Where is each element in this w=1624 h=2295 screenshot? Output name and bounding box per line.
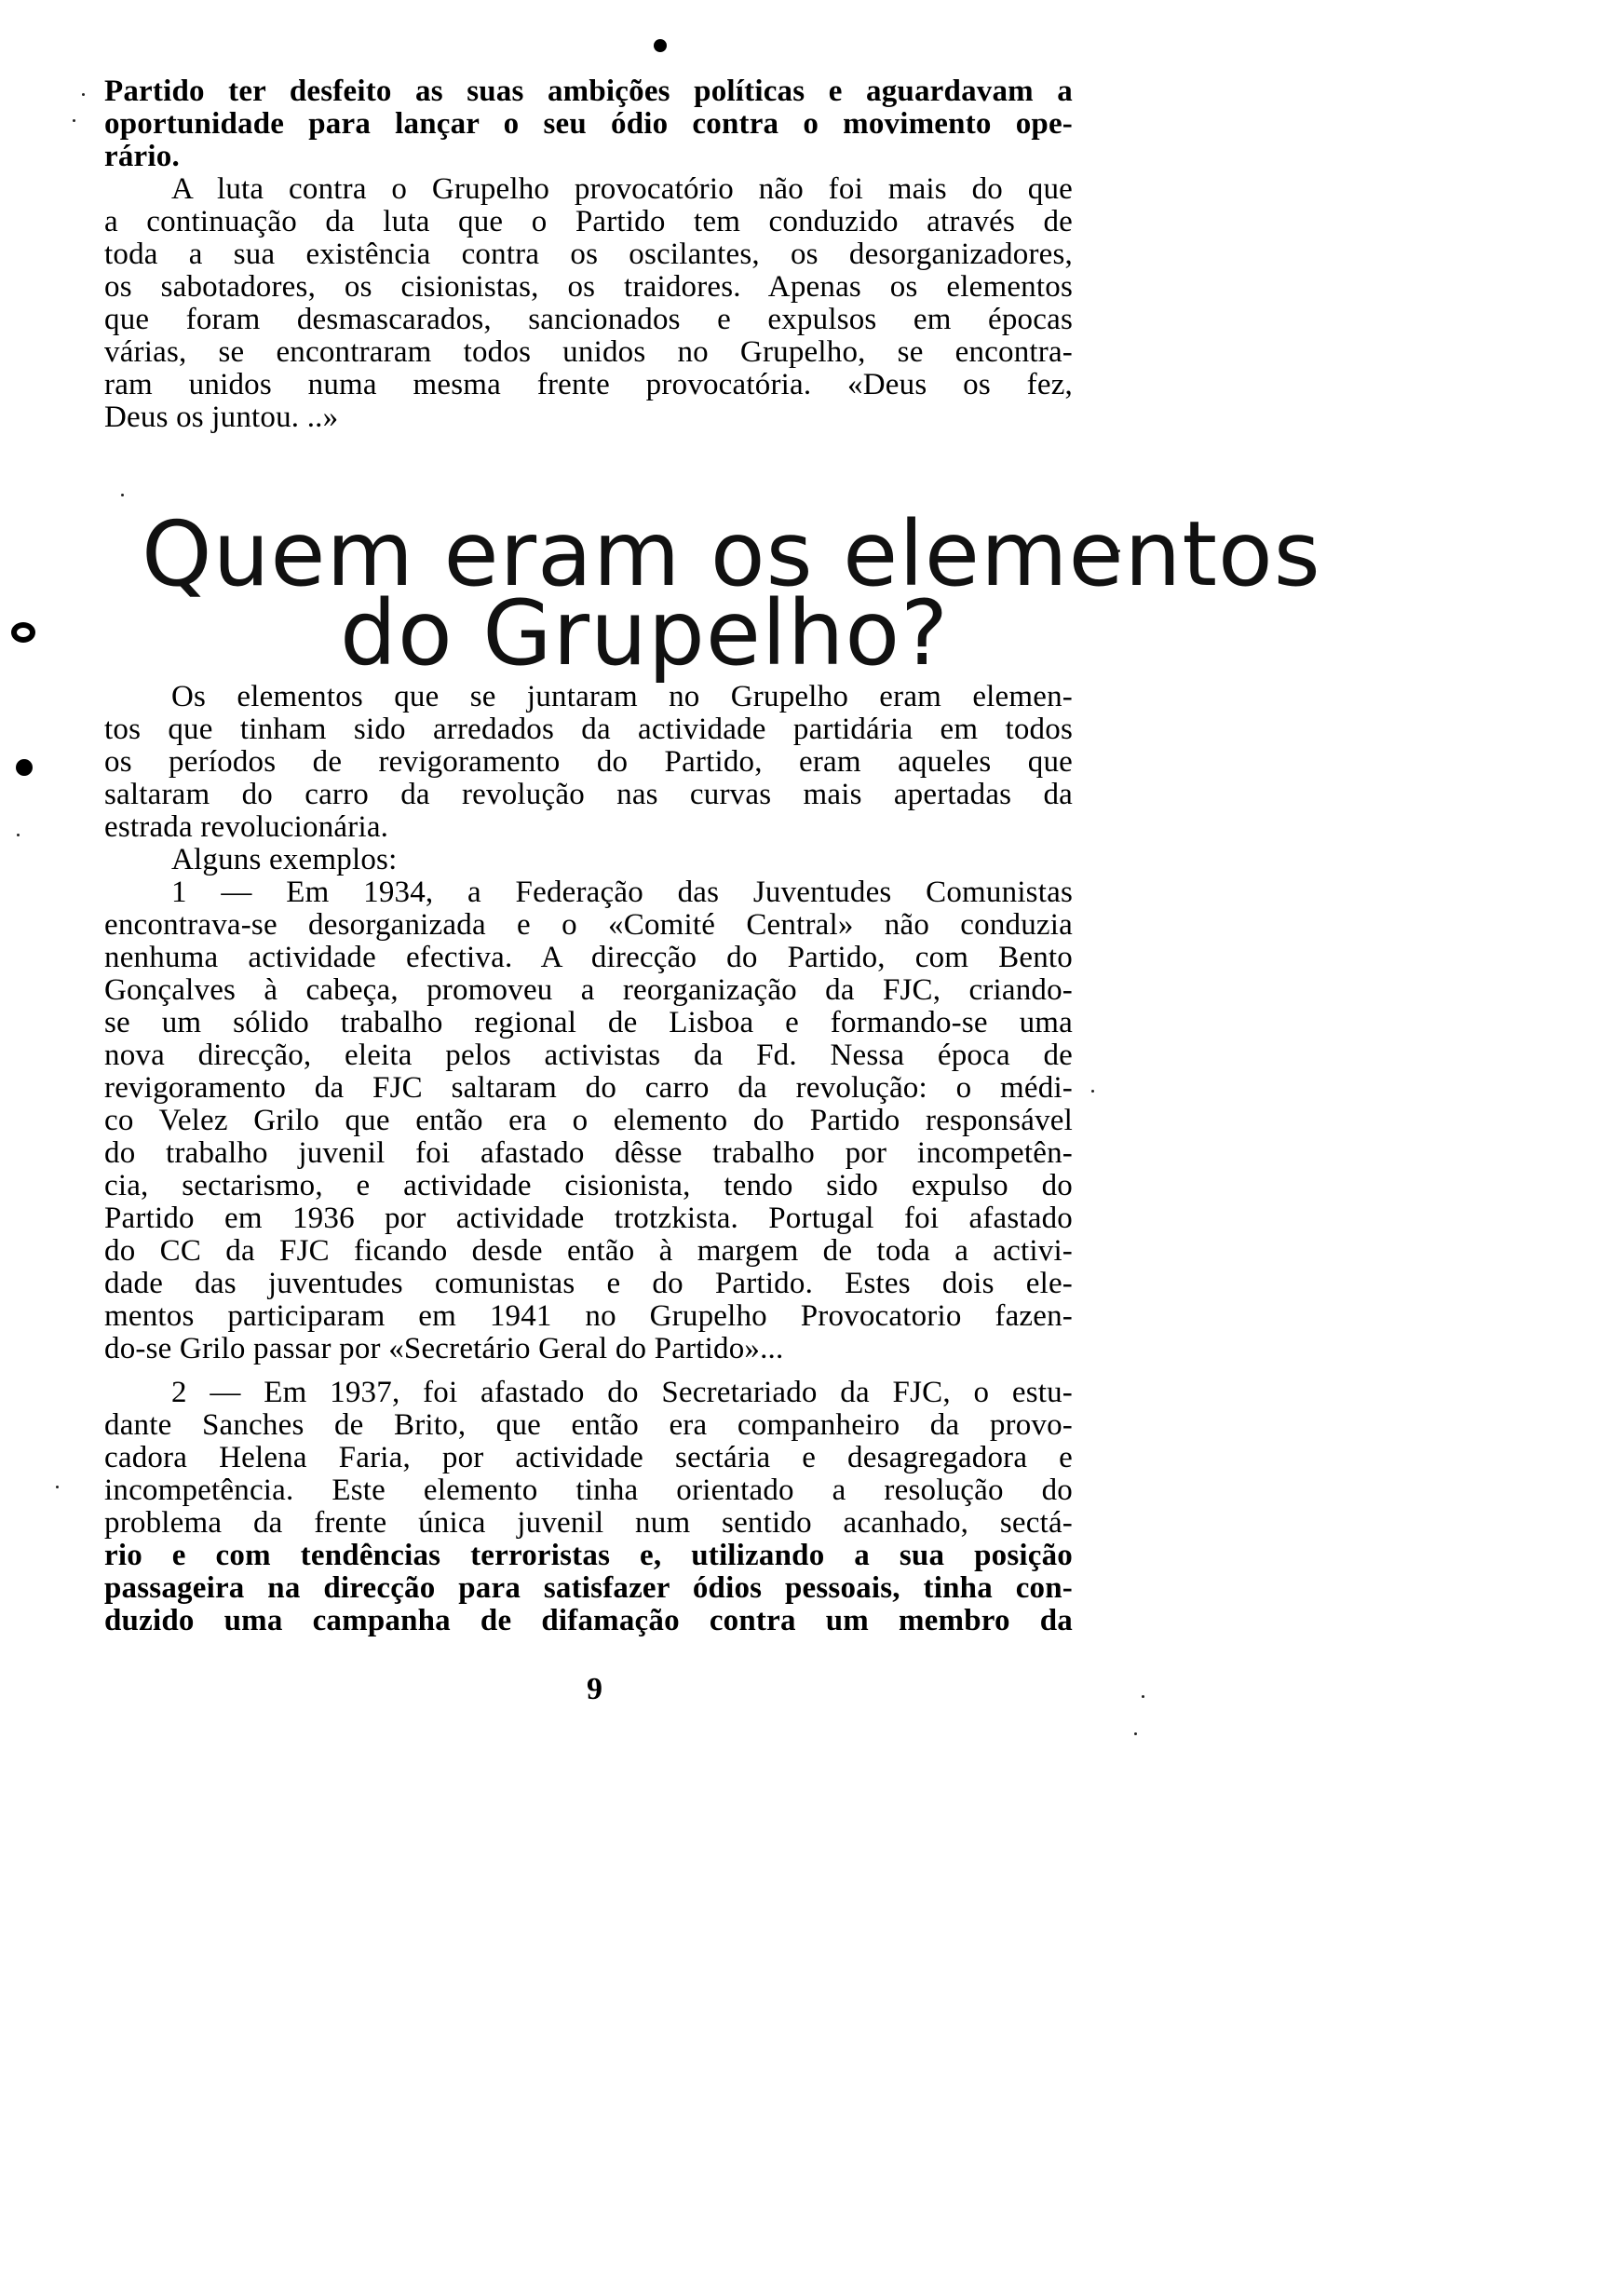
text-line: Partido ter desfeito as suas ambições políticas e aguardavam a xyxy=(104,75,1073,108)
text-line: rário. xyxy=(104,140,180,173)
section-heading-line-1: Quem eram os elementos xyxy=(142,502,1321,606)
text-line: Gonçalves à cabeça, promoveu a reorganização da FJC, criando- xyxy=(104,973,1073,1007)
text-line: Os elementos que se juntaram no Grupelho eram elemen- xyxy=(171,680,1073,713)
text-line: 1 — Em 1934, a Federação das Juventudes Comunistas xyxy=(171,876,1073,909)
ink-blot-left xyxy=(16,759,33,776)
text-line: os sabotadores, os cisionistas, os traidores. Apenas os elementos xyxy=(104,270,1073,304)
text-line: nenhuma actividade efectiva. A direcção do Partido, com Bento xyxy=(104,941,1073,974)
text-line: oportunidade para lançar o seu ódio contra o movimento ope- xyxy=(104,107,1073,141)
speck xyxy=(73,119,75,122)
text-line: nova direcção, eleita pelos activistas da Fd. Nessa época de xyxy=(104,1039,1073,1072)
text-line: do CC da FJC ficando desde então à margem de toda a activi- xyxy=(104,1234,1073,1268)
text-line: co Velez Grilo que então era o elemento do Partido responsável xyxy=(104,1104,1073,1137)
speck xyxy=(56,1486,59,1488)
text-line: dante Sanches de Brito, que então era companheiro da provo- xyxy=(104,1408,1073,1442)
speck xyxy=(1091,1090,1094,1093)
text-line: Deus os juntou. ..» xyxy=(104,401,339,434)
text-line: rio e com tendências terroristas e, utilizando a sua posição xyxy=(104,1539,1073,1572)
text-line: toda a sua existência contra os oscilantes, os desorganizadores, xyxy=(104,238,1073,271)
text-line: ram unidos numa mesma frente provocatória. «Deus os fez, xyxy=(104,368,1073,401)
text-line: mentos participaram em 1941 no Grupelho Provocatorio fazen- xyxy=(104,1299,1073,1333)
text-line: problema da frente única juvenil num sentido acanhado, sectá- xyxy=(104,1506,1073,1540)
page-number: 9 xyxy=(587,1672,602,1706)
text-line: estrada revolucionária. xyxy=(104,810,389,844)
section-heading-line-2: do Grupelho? xyxy=(340,581,950,686)
examples-label: Alguns exemplos: xyxy=(171,843,398,876)
text-line: várias, se encontraram todos unidos no Grupelho, se encontra- xyxy=(104,335,1073,369)
text-line: que foram desmascarados, sancionados e expulsos em épocas xyxy=(104,303,1073,336)
text-line: encontrava-se desorganizada e o «Comité Central» não conduzia xyxy=(104,908,1073,942)
ring-mark-left xyxy=(11,622,35,643)
text-line: dade das juventudes comunistas e do Partido. Estes dois ele- xyxy=(104,1267,1073,1300)
text-line: tos que tinham sido arredados da actividade partidária em todos xyxy=(104,713,1073,746)
text-line: cia, sectarismo, e actividade cisionista, tendo sido expulso do xyxy=(104,1169,1073,1202)
text-line: 2 — Em 1937, foi afastado do Secretariado da FJC, o estu- xyxy=(171,1376,1073,1409)
text-line: do trabalho juvenil foi afastado dêsse trabalho por incompetên- xyxy=(104,1136,1073,1170)
text-line: duzido uma campanha de difamação contra um membro da xyxy=(104,1604,1073,1637)
text-line: a continuação da luta que o Partido tem conduzido através de xyxy=(104,205,1073,238)
text-line: Partido em 1936 por actividade trotzkista. Portugal foi afastado xyxy=(104,1202,1073,1235)
text-line: se um sólido trabalho regional de Lisboa e formando-se uma xyxy=(104,1006,1073,1039)
text-line: passageira na direcção para satisfazer ódios pessoais, tinha con- xyxy=(104,1571,1073,1605)
speck xyxy=(1134,1732,1137,1735)
text-line: A luta contra o Grupelho provocatório não foi mais do que xyxy=(171,172,1073,206)
text-line: revigoramento da FJC saltaram do carro da revolução: o médi- xyxy=(104,1071,1073,1105)
ink-blot-top xyxy=(654,39,667,52)
speck xyxy=(82,93,85,96)
speck xyxy=(17,834,20,836)
speck xyxy=(1142,1695,1144,1698)
speck xyxy=(121,494,124,496)
text-line: do-se Grilo passar por «Secretário Geral do Partido»... xyxy=(104,1332,784,1365)
text-line: incompetência. Este elemento tinha orientado a resolução do xyxy=(104,1473,1073,1507)
text-line: cadora Helena Faria, por actividade sectária e desagregadora e xyxy=(104,1441,1073,1474)
text-line: saltaram do carro da revolução nas curvas mais apertadas da xyxy=(104,778,1073,811)
text-line: os períodos de revigoramento do Partido, eram aqueles que xyxy=(104,745,1073,779)
